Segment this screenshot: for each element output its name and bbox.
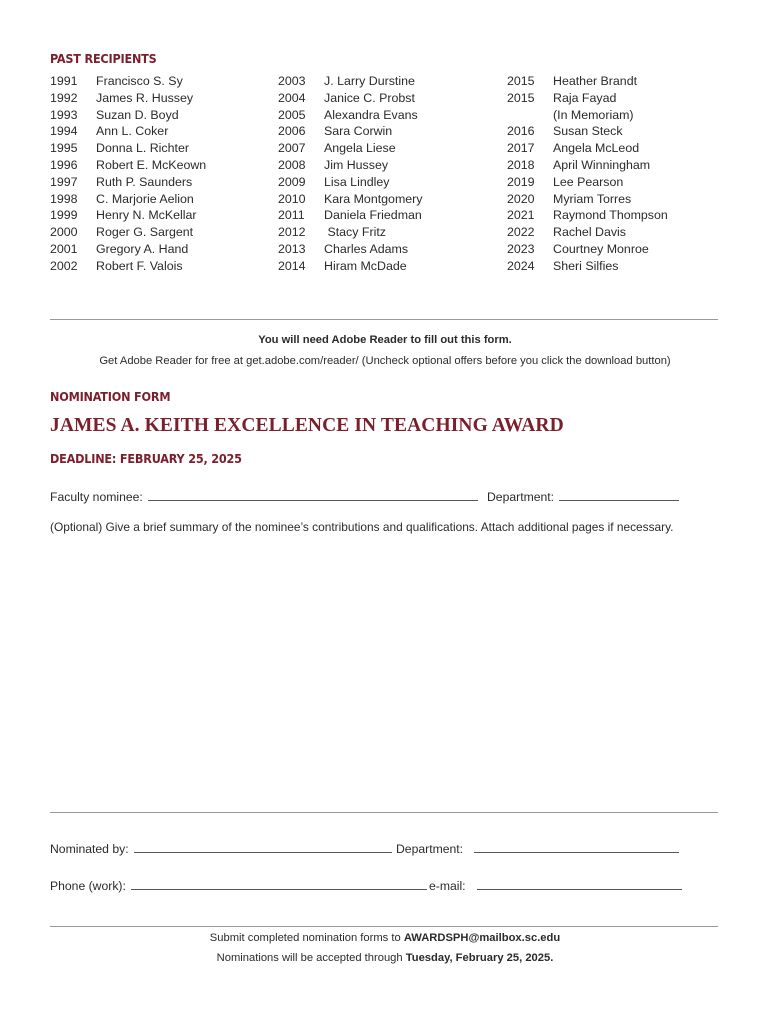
recipient-row: [507, 258, 668, 275]
recipient-year: 2007: [278, 141, 306, 156]
recipient-year: 1991: [50, 74, 78, 88]
recipient-row: [278, 140, 422, 157]
summary-text-area[interactable]: [50, 540, 718, 802]
faculty-nominee-field[interactable]: [148, 489, 478, 501]
recipient-year: 2015: [507, 90, 535, 105]
faculty-nominee-label: Faculty nominee:: [50, 490, 143, 504]
recipient-year: 2004: [278, 90, 306, 105]
recipient-name: Hiram McDade: [324, 258, 407, 273]
recipient-name: Daniela Friedman: [324, 208, 422, 223]
submit-instructions: [0, 932, 770, 944]
submit-email-link[interactable]: AWARDSPH@mailbox.sc.edu: [403, 932, 561, 944]
nominated-by-label: Nominated by:: [50, 842, 129, 856]
recipient-name: Donna L. Richter: [96, 141, 189, 156]
submit-prefix: Submit completed nomination forms to: [209, 932, 404, 944]
recipient-name: Kara Montgomery: [324, 191, 423, 206]
recipient-row: [50, 191, 206, 208]
recipient-year: 2015: [507, 74, 535, 88]
recipient-name: Susan Steck: [553, 124, 623, 139]
recipient-name: Myriam Torres: [553, 191, 632, 206]
recipient-row: [278, 73, 422, 90]
recipient-year: 2019: [507, 174, 535, 189]
recipient-row: [50, 224, 206, 241]
nominee-department-row: [487, 489, 679, 504]
recipient-year: 2014: [278, 258, 306, 273]
recipient-year: 2021: [507, 208, 535, 223]
recipient-year: 1999: [50, 208, 78, 223]
recipient-name: Ann L. Coker: [96, 124, 169, 139]
recipient-name: Janice C. Probst: [324, 90, 415, 105]
recipient-year: 2023: [507, 241, 535, 256]
recipient-year: 2006: [278, 124, 306, 139]
recipients-column-1: [50, 73, 206, 275]
recipient-name: Lee Pearson: [553, 174, 624, 189]
recipients-column-3: [507, 73, 668, 275]
recipient-name: Lisa Lindley: [324, 174, 390, 189]
recipient-row: [50, 207, 206, 224]
recipient-row: [50, 241, 206, 258]
divider: [50, 926, 718, 927]
recipient-name: Suzan D. Boyd: [96, 107, 179, 122]
summary-instruction: (Optional) Give a brief summary of the nominee’s contributions and qualifications. Attach additional pages if necessary.: [50, 520, 674, 534]
recipient-row: [507, 191, 668, 208]
recipient-row: [507, 174, 668, 191]
recipient-name: Robert E. McKeown: [96, 157, 207, 172]
divider: [50, 812, 718, 813]
recipient-row: [278, 258, 422, 275]
recipient-row: [507, 224, 668, 241]
recipient-name: James R. Hussey: [96, 90, 194, 105]
nominated-by-field[interactable]: [134, 841, 392, 853]
adobe-reader-notice: You will need Adobe Reader to fill out this form.: [258, 334, 512, 346]
recipient-name: Heather Brandt: [553, 74, 638, 88]
recipient-row: [507, 157, 668, 174]
recipient-row: [278, 224, 422, 241]
recipients-column-2: [278, 73, 422, 275]
recipient-row: [507, 241, 668, 258]
recipient-year: 1998: [50, 191, 78, 206]
nomination-form-label: NOMINATION FORM: [50, 389, 171, 404]
accept-date: Tuesday, February 25, 2025.: [405, 952, 554, 964]
recipient-name: Francisco S. Sy: [96, 74, 183, 88]
recipient-name: Raymond Thompson: [553, 208, 668, 223]
recipient-name: C. Marjorie Aelion: [96, 191, 194, 206]
recipient-year: 1997: [50, 174, 78, 189]
divider: [50, 319, 718, 320]
accept-prefix: Nominations will be accepted through: [216, 952, 406, 964]
recipient-name: Angela Liese: [324, 141, 396, 156]
recipient-name: Gregory A. Hand: [96, 241, 189, 256]
recipient-year: 1994: [50, 124, 78, 139]
faculty-nominee-row: [50, 489, 478, 504]
recipient-row: [50, 157, 206, 174]
recipient-name: Charles Adams: [324, 241, 409, 256]
recipient-name: Roger G. Sargent: [96, 225, 194, 240]
recipient-row: [278, 207, 422, 224]
recipient-name: Jim Hussey: [324, 157, 389, 172]
phone-field[interactable]: [131, 878, 427, 890]
acceptance-notice: [0, 952, 770, 964]
nominator-department-label: Department:: [396, 842, 464, 856]
recipient-row: [278, 157, 422, 174]
recipient-year: 2018: [507, 157, 535, 172]
recipient-year: 2005: [278, 107, 306, 122]
recipient-row: [507, 123, 668, 140]
recipient-name: Rachel Davis: [553, 225, 626, 240]
recipient-row: [507, 207, 668, 224]
recipient-year: 2012: [278, 225, 306, 240]
recipient-name: Robert F. Valois: [96, 258, 183, 273]
recipient-year: 2010: [278, 191, 306, 206]
recipient-name: Alexandra Evans: [324, 107, 418, 122]
recipient-row: [50, 90, 206, 107]
recipient-year: 2009: [278, 174, 306, 189]
recipient-year: 2011: [278, 208, 305, 223]
recipient-year: 2002: [50, 258, 78, 273]
recipient-row: [278, 241, 422, 258]
nominee-department-label: Department:: [487, 490, 555, 504]
recipient-row: [507, 107, 668, 124]
nominator-department-row: [396, 841, 679, 856]
recipient-name: Courtney Monroe: [553, 241, 649, 256]
recipient-year: 2000: [50, 225, 78, 240]
recipient-row: [50, 73, 206, 90]
recipient-year: 1996: [50, 157, 78, 172]
email-field[interactable]: [477, 878, 682, 890]
recipient-row: [278, 107, 422, 124]
recipient-year: 2016: [507, 124, 535, 139]
recipient-year: 2008: [278, 157, 306, 172]
recipient-year: 2013: [278, 241, 306, 256]
deadline: DEADLINE: FEBRUARY 25, 2025: [50, 451, 242, 466]
past-recipients-heading: PAST RECIPIENTS: [50, 51, 157, 66]
nominator-department-field[interactable]: [474, 841, 679, 853]
recipient-year: 2003: [278, 74, 306, 88]
recipient-row: [50, 174, 206, 191]
phone-row: [50, 878, 427, 893]
recipient-row: [50, 107, 206, 124]
adobe-reader-info: Get Adobe Reader for free at get.adobe.com/reader/ (Uncheck optional offers before you click the download button): [99, 355, 671, 367]
recipient-row: [278, 123, 422, 140]
recipient-row: [507, 73, 668, 90]
phone-label: Phone (work):: [50, 879, 126, 893]
recipient-row: [50, 123, 206, 140]
nominee-department-field[interactable]: [559, 489, 679, 501]
recipient-name: Stacy Fritz: [324, 225, 386, 240]
recipient-name: Angela McLeod: [553, 141, 640, 156]
recipient-year: 2020: [507, 191, 535, 206]
recipient-year: [507, 107, 553, 124]
recipient-row: [50, 140, 206, 157]
award-title: JAMES A. KEITH EXCELLENCE IN TEACHING AWARD: [50, 415, 564, 436]
recipient-year: 2017: [507, 141, 535, 156]
recipient-row: [278, 174, 422, 191]
recipient-name: Ruth P. Saunders: [96, 174, 193, 189]
email-row: [429, 878, 682, 893]
nominated-by-row: [50, 841, 392, 856]
recipient-year: 2022: [507, 225, 535, 240]
recipient-year: 1992: [50, 90, 78, 105]
email-label: e-mail:: [429, 879, 466, 893]
recipient-year: 1995: [50, 141, 78, 156]
recipient-name: J. Larry Durstine: [324, 74, 415, 88]
recipient-row: [278, 191, 422, 208]
recipient-row: [278, 90, 422, 107]
recipient-row: [507, 140, 668, 157]
recipient-year: 2001: [50, 241, 78, 256]
recipient-row: [507, 90, 668, 107]
recipient-year: 2024: [507, 258, 535, 273]
recipient-name: Raja Fayad: [553, 90, 617, 105]
recipient-row: [50, 258, 206, 275]
recipient-name: April Winningham: [553, 157, 651, 172]
recipient-year: 1993: [50, 107, 78, 122]
recipient-name: Sheri Silfies: [553, 258, 619, 273]
recipient-name: Henry N. McKellar: [96, 208, 197, 223]
recipient-name: (In Memoriam): [553, 107, 634, 122]
recipient-name: Sara Corwin: [324, 124, 393, 139]
